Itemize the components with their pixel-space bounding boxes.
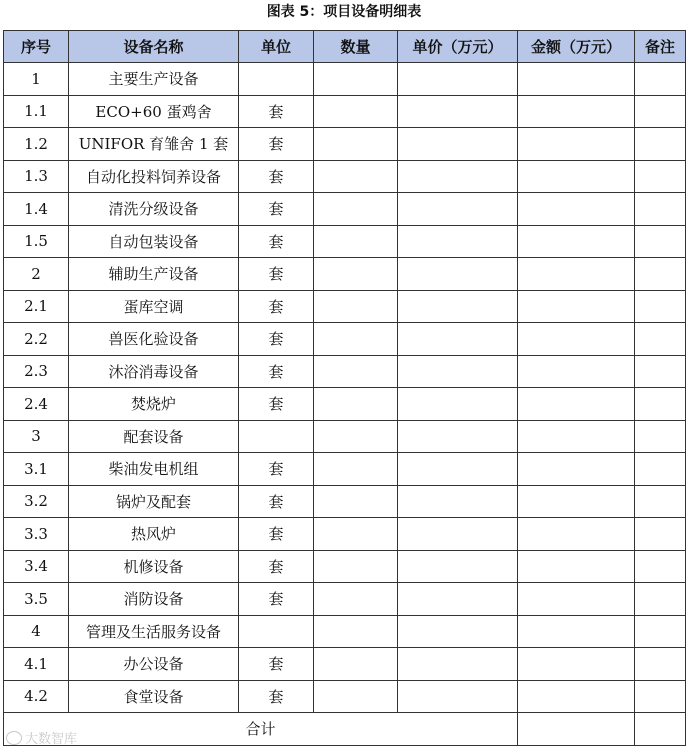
cell-unit-price [398, 355, 518, 388]
cell-no: 3 [4, 420, 69, 453]
cell-name: 蛋库空调 [69, 290, 239, 323]
cell-quantity [314, 355, 398, 388]
cell-amount [518, 550, 635, 583]
cell-quantity [314, 128, 398, 161]
cell-unit: 套 [239, 518, 314, 551]
table-row [4, 453, 686, 486]
cell-quantity [314, 453, 398, 486]
cell-no: 4.2 [4, 680, 69, 713]
cell-remark [635, 453, 686, 486]
cell-no: 2.3 [4, 355, 69, 388]
cell-name: 机修设备 [69, 550, 239, 583]
cell-quantity [314, 518, 398, 551]
cell-amount [518, 95, 635, 128]
table-row [4, 290, 686, 323]
table-row [4, 388, 686, 421]
cell-amount [518, 128, 635, 161]
cell-remark [635, 550, 686, 583]
cell-name: 焚烧炉 [69, 388, 239, 421]
cell-remark [635, 420, 686, 453]
equipment-table [3, 30, 686, 746]
cell-quantity [314, 615, 398, 648]
cell-remark [635, 323, 686, 356]
table-row [4, 680, 686, 713]
cell-no: 1.5 [4, 225, 69, 258]
cell-name: 自动包装设备 [69, 225, 239, 258]
cell-no: 2 [4, 258, 69, 291]
cell-name: 办公设备 [69, 648, 239, 681]
cell-quantity [314, 225, 398, 258]
cell-unit: 套 [239, 258, 314, 291]
header-quantity: 数量 [314, 31, 398, 63]
cell-name: 锅炉及配套 [69, 485, 239, 518]
cell-name: 辅助生产设备 [69, 258, 239, 291]
watermark-logo-icon [6, 731, 22, 745]
cell-unit-price [398, 680, 518, 713]
cell-quantity [314, 388, 398, 421]
cell-amount [518, 615, 635, 648]
cell-no: 2.1 [4, 290, 69, 323]
cell-amount [518, 453, 635, 486]
cell-remark [635, 193, 686, 226]
cell-unit-price [398, 225, 518, 258]
cell-unit: 套 [239, 550, 314, 583]
cell-amount [518, 290, 635, 323]
cell-unit: 套 [239, 323, 314, 356]
header-unit-price: 单价（万元） [398, 31, 518, 63]
cell-remark [635, 160, 686, 193]
cell-remark [635, 355, 686, 388]
cell-amount [518, 63, 635, 96]
table-row [4, 128, 686, 161]
cell-name: ECO+60 蛋鸡舍 [69, 95, 239, 128]
cell-unit-price [398, 615, 518, 648]
cell-name: 消防设备 [69, 583, 239, 616]
header-no: 序号 [4, 31, 69, 63]
cell-unit: 套 [239, 290, 314, 323]
cell-unit-price [398, 550, 518, 583]
cell-name: 管理及生活服务设备 [69, 615, 239, 648]
cell-name: 热风炉 [69, 518, 239, 551]
cell-quantity [314, 550, 398, 583]
cell-unit: 套 [239, 193, 314, 226]
table-row [4, 160, 686, 193]
cell-unit-price [398, 160, 518, 193]
table-row [4, 193, 686, 226]
cell-unit: 套 [239, 95, 314, 128]
cell-unit-price [398, 95, 518, 128]
cell-name: 兽医化验设备 [69, 323, 239, 356]
cell-amount [518, 388, 635, 421]
total-row [4, 713, 686, 746]
cell-remark [635, 518, 686, 551]
cell-name: UNIFOR 育雏舍 1 套 [69, 128, 239, 161]
cell-unit-price [398, 290, 518, 323]
table-row [4, 258, 686, 291]
cell-amount [518, 160, 635, 193]
cell-quantity [314, 95, 398, 128]
cell-remark [635, 648, 686, 681]
cell-amount [518, 648, 635, 681]
total-amount [518, 713, 635, 746]
cell-remark [635, 95, 686, 128]
table-row [4, 485, 686, 518]
cell-amount [518, 323, 635, 356]
table-row [4, 648, 686, 681]
watermark-text: 大数智库 [25, 732, 78, 747]
cell-amount [518, 518, 635, 551]
cell-amount [518, 420, 635, 453]
cell-quantity [314, 680, 398, 713]
cell-unit: 套 [239, 648, 314, 681]
cell-no: 3.2 [4, 485, 69, 518]
cell-remark [635, 258, 686, 291]
cell-name: 配套设备 [69, 420, 239, 453]
cell-name: 沐浴消毒设备 [69, 355, 239, 388]
cell-no: 2.2 [4, 323, 69, 356]
cell-unit-price [398, 258, 518, 291]
cell-no: 3.5 [4, 583, 69, 616]
cell-quantity [314, 583, 398, 616]
cell-unit-price [398, 193, 518, 226]
cell-unit [239, 420, 314, 453]
cell-no: 1 [4, 63, 69, 96]
cell-quantity [314, 160, 398, 193]
cell-unit: 套 [239, 680, 314, 713]
cell-unit-price [398, 388, 518, 421]
cell-unit: 套 [239, 355, 314, 388]
cell-name: 主要生产设备 [69, 63, 239, 96]
cell-name: 清洗分级设备 [69, 193, 239, 226]
cell-unit-price [398, 648, 518, 681]
table-body [4, 63, 686, 746]
table-row [4, 95, 686, 128]
cell-quantity [314, 485, 398, 518]
header-name: 设备名称 [69, 31, 239, 63]
watermark [6, 728, 77, 747]
cell-quantity [314, 258, 398, 291]
cell-amount [518, 258, 635, 291]
cell-remark [635, 583, 686, 616]
cell-name: 食堂设备 [69, 680, 239, 713]
cell-unit: 套 [239, 485, 314, 518]
cell-amount [518, 193, 635, 226]
table-row [4, 323, 686, 356]
cell-unit-price [398, 63, 518, 96]
cell-unit: 套 [239, 225, 314, 258]
table-row [4, 225, 686, 258]
cell-remark [635, 615, 686, 648]
cell-quantity [314, 290, 398, 323]
table-row [4, 420, 686, 453]
cell-amount [518, 225, 635, 258]
cell-quantity [314, 648, 398, 681]
cell-unit: 套 [239, 160, 314, 193]
cell-no: 1.1 [4, 95, 69, 128]
cell-no: 3.1 [4, 453, 69, 486]
cell-unit-price [398, 453, 518, 486]
total-label: 合计 [4, 713, 518, 746]
cell-unit-price [398, 323, 518, 356]
cell-unit-price [398, 485, 518, 518]
table-row [4, 583, 686, 616]
cell-no: 4 [4, 615, 69, 648]
table-row [4, 355, 686, 388]
cell-remark [635, 63, 686, 96]
table-caption: 图表 5：项目设备明细表 [266, 4, 422, 20]
cell-amount [518, 355, 635, 388]
table-row [4, 518, 686, 551]
cell-unit [239, 615, 314, 648]
cell-unit: 套 [239, 453, 314, 486]
cell-unit: 套 [239, 583, 314, 616]
cell-unit-price [398, 583, 518, 616]
cell-unit: 套 [239, 388, 314, 421]
cell-no: 1.2 [4, 128, 69, 161]
cell-remark [635, 680, 686, 713]
cell-remark [635, 128, 686, 161]
header-amount: 金额（万元） [518, 31, 635, 63]
cell-unit: 套 [239, 128, 314, 161]
cell-no: 2.4 [4, 388, 69, 421]
cell-name: 柴油发电机组 [69, 453, 239, 486]
cell-amount [518, 583, 635, 616]
table-row [4, 550, 686, 583]
cell-remark [635, 290, 686, 323]
header-row [4, 31, 686, 63]
cell-quantity [314, 63, 398, 96]
cell-no: 1.4 [4, 193, 69, 226]
cell-quantity [314, 323, 398, 356]
cell-unit-price [398, 518, 518, 551]
cell-no: 1.3 [4, 160, 69, 193]
cell-remark [635, 485, 686, 518]
cell-unit [239, 63, 314, 96]
cell-name: 自动化投料饲养设备 [69, 160, 239, 193]
table-row [4, 615, 686, 648]
cell-no: 3.4 [4, 550, 69, 583]
cell-remark [635, 388, 686, 421]
table-row [4, 63, 686, 96]
cell-quantity [314, 420, 398, 453]
cell-remark [635, 225, 686, 258]
cell-amount [518, 680, 635, 713]
cell-no: 4.1 [4, 648, 69, 681]
cell-unit-price [398, 420, 518, 453]
cell-no: 3.3 [4, 518, 69, 551]
cell-amount [518, 485, 635, 518]
cell-quantity [314, 193, 398, 226]
cell-unit-price [398, 128, 518, 161]
total-remark [635, 713, 686, 746]
header-unit: 单位 [239, 31, 314, 63]
header-remark: 备注 [635, 31, 686, 63]
